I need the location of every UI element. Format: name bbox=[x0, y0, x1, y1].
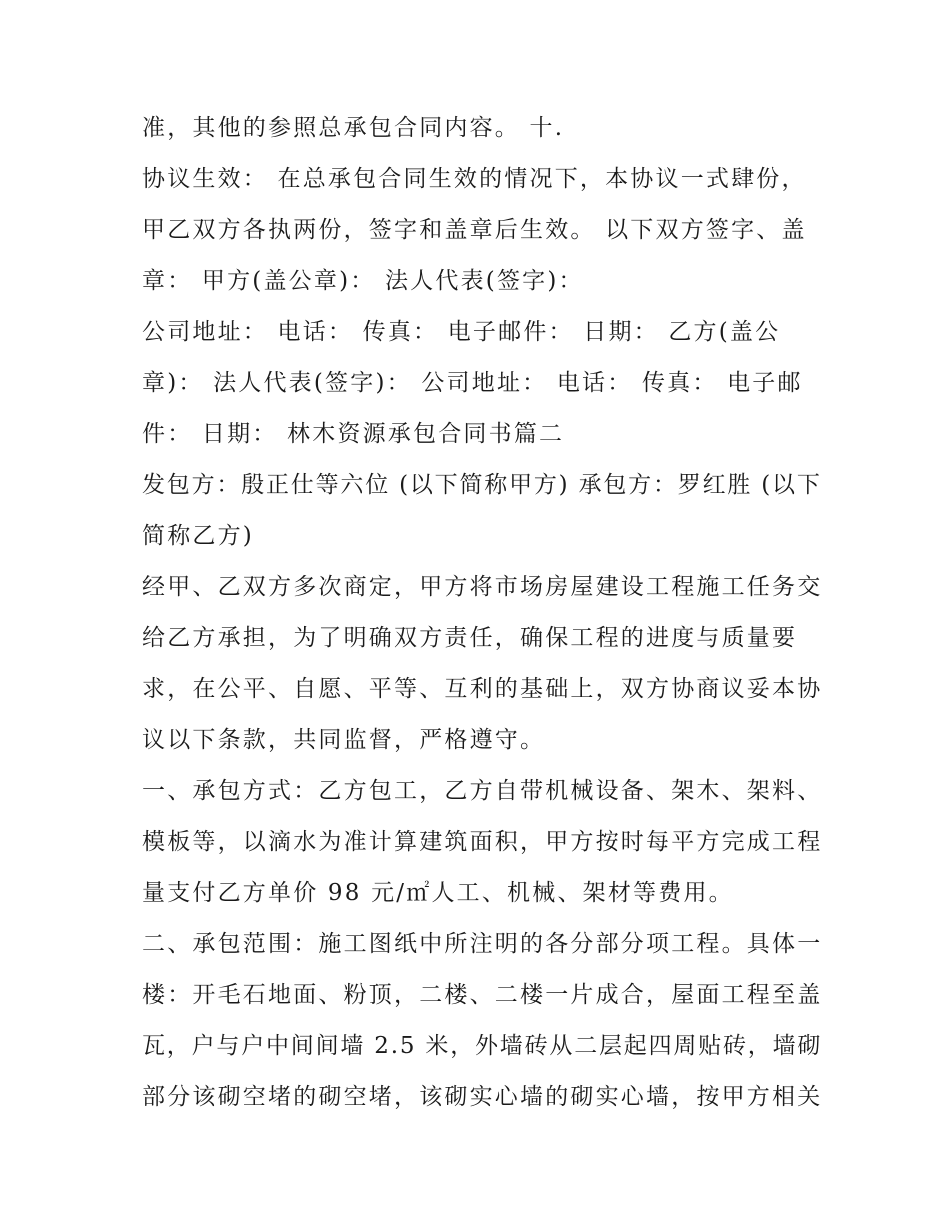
text-line: 准，其他的参照总承包合同内容。 十. bbox=[142, 115, 565, 141]
text-line: 简称乙方) bbox=[142, 523, 254, 549]
text-line: 模板等，以滴水为准计算建筑面积，甲方按时每平方完成工程 bbox=[142, 829, 823, 855]
text-line: 章： 甲方(盖公章)： 法人代表(签字)： bbox=[142, 268, 584, 294]
text-line: 甲乙双方各执两份，签字和盖章后生效。 以下双方签字、盖 bbox=[142, 217, 807, 243]
text-line: 量支付乙方单价 98 元/㎡人工、机械、架材等费用。 bbox=[142, 880, 734, 906]
text-line: 公司地址： 电话： 传真： 电子邮件： 日期： 乙方(盖公 bbox=[142, 319, 781, 345]
text-line: 给乙方承担，为了明确双方责任，确保工程的进度与质量要 bbox=[142, 625, 798, 651]
document-body bbox=[142, 103, 822, 1123]
text-line: 瓦，户与户中间间墙 2.5 米，外墙砖从二层起四周贴砖，墙砌 bbox=[142, 1033, 823, 1059]
text-line: 求，在公平、自愿、平等、互利的基础上，双方协商议妥本协 bbox=[142, 676, 823, 702]
text-line: 部分该砌空堵的砌空堵，该砌实心墙的砌实心墙，按甲方相关 bbox=[142, 1084, 823, 1110]
text-line: 章)： 法人代表(签字)： 公司地址： 电话： 传真： 电子邮 bbox=[142, 370, 803, 396]
text-line: 二、承包范围：施工图纸中所注明的各分部分项工程。具体一 bbox=[142, 931, 823, 957]
text-line: 一、承包方式：乙方包工，乙方自带机械设备、架木、架料、 bbox=[142, 778, 823, 804]
text-line: 经甲、乙双方多次商定，甲方将市场房屋建设工程施工任务交 bbox=[142, 574, 823, 600]
text-line: 发包方：殷正仕等六位 (以下简称甲方) 承包方：罗红胜 (以下 bbox=[142, 472, 822, 498]
text-line: 议以下条款，共同监督，严格遵守。 bbox=[142, 727, 546, 753]
text-line: 协议生效： 在总承包合同生效的情况下，本协议一式肆份， bbox=[142, 166, 807, 192]
text-line: 楼：开毛石地面、粉顶，二楼、二楼一片成合，屋面工程至盖 bbox=[142, 982, 823, 1008]
text-line: 件： 日期： 林木资源承包合同书篇二 bbox=[142, 421, 565, 447]
